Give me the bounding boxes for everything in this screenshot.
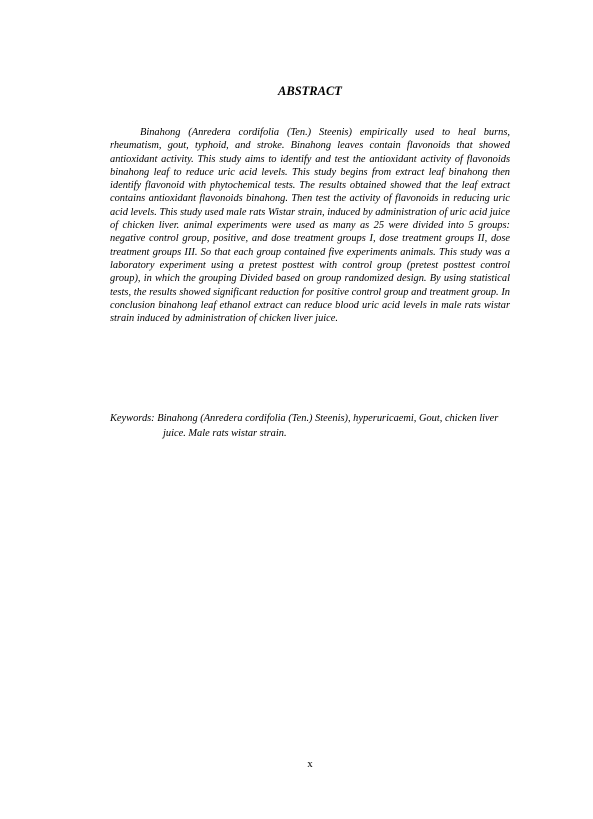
page-number: x bbox=[307, 759, 313, 770]
abstract-title: ABSTRACT bbox=[278, 84, 342, 98]
keywords-paragraph: Keywords: Binahong (Anredera cordifolia (Ten.) Steenis), hyperuricaemi, Gout, chicken liver juice. Male rats wistar strain. bbox=[110, 413, 499, 439]
abstract-body: Binahong (Anredera cordifolia (Ten.) Steenis) empirically used to heal burns, rheumatism, gout, typhoid, and stroke. Binahong leaves contain flavonoids that showed antioxidant activity. This study aims to identify and test the antioxidant activity of flavonoids binahong leaf to reduce uric acid levels. This study begins from extract leaf binahong then identify flavonoid with phytochemical tests. The results obtained showed that the leaf extract contains antioxidant flavonoids binahong. Then test the activity of flavonoids in reducing uric acid levels. This study used male rats Wistar strain, induced by administration of uric acid juice of chicken liver. animal experiments were used as many as 25 were divided into 5 groups: negative control group, positive, and dose treatment groups I, dose treatment groups II, dose treatment groups III. So that each group contained five experiments animals. This study was a laboratory experiment using a pretest posttest with control group (pretest posttest control group), in which the grouping Divided based on group randomized design. By using statistical tests, the results showed significant reduction for positive control group and treatment group. In conclusion binahong leaf ethanol extract can reduce blood uric acid levels in male rats wistar strain induced by administration of chicken liver juice. bbox=[110, 127, 510, 325]
